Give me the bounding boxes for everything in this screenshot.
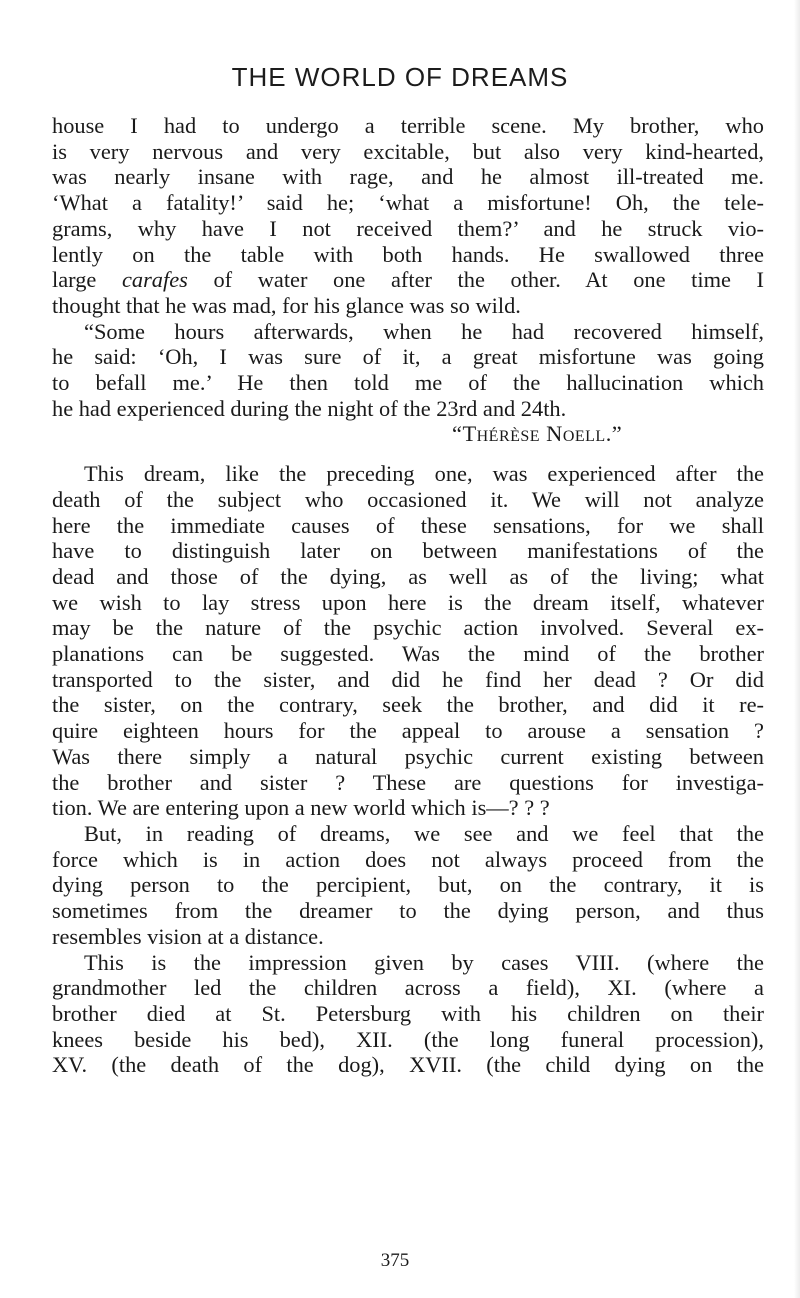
text-line: here the immediate causes of these sensations, for we shall (52, 512, 764, 538)
text-line: death of the subject who occasioned it. We will not analyze (52, 486, 764, 512)
text-line: dead and those of the dying, as well as of the living; what (52, 563, 764, 589)
page-number: 375 (380, 1250, 410, 1271)
text-line: This is the impression given by cases VIII. (where the (84, 949, 764, 975)
text-line: This dream, like the preceding one, was experienced after the (84, 461, 764, 487)
letter-signature: “Thérèse Noell.” (452, 421, 623, 447)
text-line: may be the nature of the psychic action involved. Several ex- (52, 615, 764, 641)
text-line: brother died at St. Petersburg with his children on their (52, 1000, 764, 1026)
text-line: knees beside his bed), XII. (the long funeral procession), (52, 1026, 764, 1052)
text-segment: large (52, 267, 122, 293)
text-line: force which is in action does not always proceed from the (52, 846, 764, 872)
text-line: “Some hours afterwards, when he had recovered himself, (84, 318, 764, 344)
text-line: resembles vision at a distance. (52, 923, 324, 949)
text-line: thought that he was mad, for his glance was so wild. (52, 292, 521, 318)
text-line: But, in reading of dreams, we see and we feel that the (84, 820, 764, 846)
running-head: THE WORLD OF DREAMS (231, 62, 569, 92)
text-line: he said: ‘Oh, I was sure of it, a great misfortune was going (52, 344, 764, 370)
text-line: the sister, on the contrary, seek the brother, and did it re- (52, 692, 764, 718)
text-line: house I had to undergo a terrible scene. My brother, who (52, 113, 764, 138)
paragraph-gap (52, 447, 764, 461)
text-line: planations can be suggested. Was the mind of the brother (52, 641, 764, 667)
text-line: he had experienced during the night of the 23rd and 24th. (52, 395, 567, 421)
text-line: dying person to the percipient, but, on the contrary, it is (52, 872, 764, 898)
text-line: have to distinguish later on between manifestations of the (52, 538, 764, 564)
page-edge-shadow (794, 0, 800, 1298)
text-line: XV. (the death of the dog), XVII. (the child dying on the (52, 1052, 764, 1078)
text-line: the brother and sister ? These are questions for investiga- (52, 769, 764, 795)
text-line: lently on the table with both hands. He swallowed three (52, 241, 764, 267)
body-text (52, 113, 764, 1078)
text-line (52, 267, 764, 293)
text-line: Was there simply a natural psychic current existing between (52, 743, 764, 769)
text-line: to befall me.’ He then told me of the hallucination which (52, 370, 764, 396)
text-line: grams, why have I not received them?’ and he struck vio- (52, 215, 764, 241)
italic-word: carafes (121, 267, 188, 293)
text-line: we wish to lay stress upon here is the dream itself, whatever (52, 589, 764, 615)
text-line: ‘What a fatality!’ said he; ‘what a misfortune! Oh, the tele- (52, 190, 764, 216)
text-line: quire eighteen hours for the appeal to arouse a sensation ? (52, 718, 764, 744)
text-line: tion. We are entering upon a new world which is—? ? ? (52, 795, 550, 821)
text-line: was nearly insane with rage, and he almost ill-treated me. (52, 164, 764, 190)
text-line: transported to the sister, and did he find her dead ? Or did (52, 666, 764, 692)
text-line: is very nervous and very excitable, but also very kind-hearted, (52, 138, 764, 164)
text-line: sometimes from the dreamer to the dying person, and thus (52, 898, 764, 924)
text-segment: of water one after the other. At one time I (187, 267, 764, 293)
text-line: grandmother led the children across a field), XI. (where a (52, 975, 764, 1001)
